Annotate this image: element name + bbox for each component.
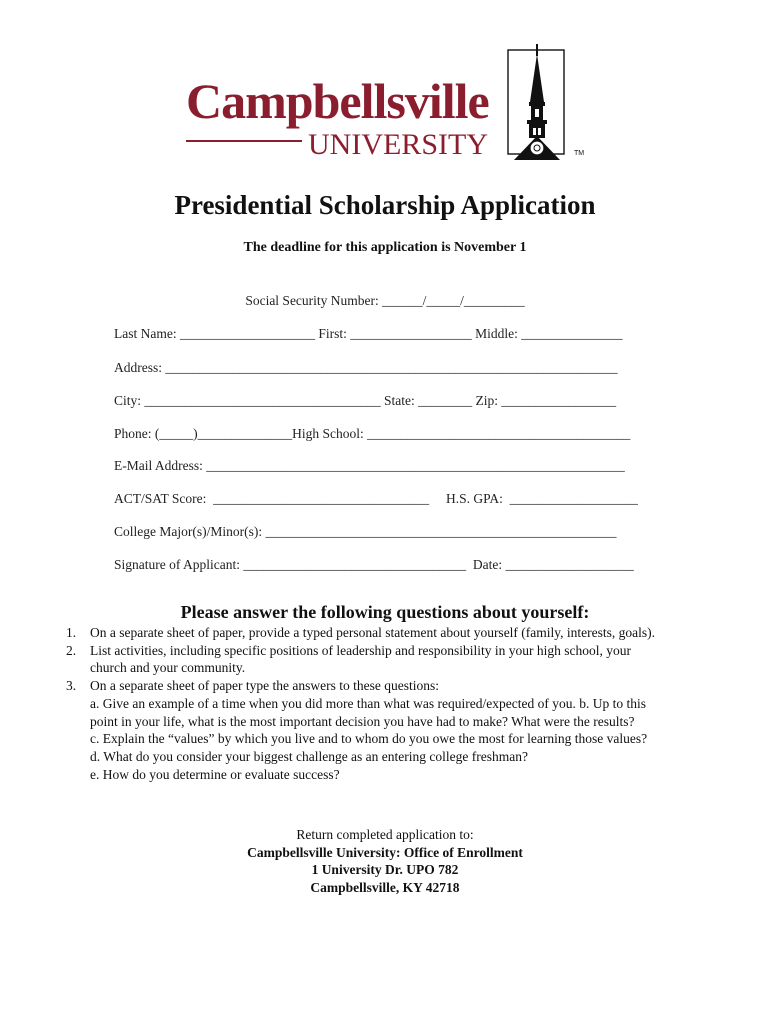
question-line: a. Give an example of a time when you did more than what was required/expected of you. b. Up to this [90,695,646,711]
return-address [0,826,770,896]
city-state-zip-fields[interactable]: City: ___________________________________ State: ________ Zip: _________________ [114,393,617,408]
college-major-field[interactable]: College Major(s)/Minor(s): ____________________________________________________ [114,524,617,539]
questions-list [66,624,746,783]
question-line: c. Explain the “values” by which you live and to whom do you owe the most for learning those values? [90,731,648,747]
page-title: Presidential Scholarship Application [174,190,596,220]
question-line: On a separate sheet of paper, provide a typed personal statement about yourself (family, interests, goals). [90,625,656,640]
question-line: d. What do you consider your biggest challenge as an entering college freshman? [90,748,528,764]
question-item [66,624,746,642]
deadline-notice: The deadline for this application is November 1 [243,240,527,255]
question-line: e. How do you determine or evaluate success? [90,766,340,782]
university-logo [180,40,600,165]
return-street: 1 University Dr. UPO 782 [311,862,459,877]
return-office: Campbellsville University: Office of Enrollment [247,844,523,860]
question-line: church and your community. [90,660,246,676]
question-number: 3. [66,678,77,694]
return-intro: Return completed application to: [296,827,474,842]
logo-university: UNIVERSITY [308,128,488,161]
question-line: On a separate sheet of paper type the answers to these questions: [90,678,440,694]
return-city: Campbellsville, KY 42718 [310,879,460,895]
name-fields[interactable]: Last Name: ____________________ First: __________________ Middle: _______________ [114,326,623,341]
logo-rule [186,140,302,142]
email-field[interactable]: E-Mail Address: ______________________________________________________________ [114,458,625,473]
question-line: List activities, including specific positions of leadership and responsibility in your high school, your [90,642,632,658]
act-sat-gpa-fields[interactable]: ACT/SAT Score: ________________________________ H.S. GPA: ___________________ [114,491,638,506]
question-item [66,677,746,783]
ssn-field[interactable]: Social Security Number: ______/_____/_________ [245,293,525,308]
trademark-mark: TM [574,150,585,157]
questions-heading: Please answer the following questions about yourself: [180,602,590,622]
question-item [66,642,746,677]
logo-wordmark: Campbellsville [186,73,489,129]
phone-highschool-fields[interactable]: Phone: (_____)______________High School: _______________________________________ [114,426,631,441]
steeple-icon [502,44,572,162]
question-line: point in your life, what is the most important decision you have had to make? What were the results? [90,713,635,729]
signature-date-fields[interactable]: Signature of Applicant: _________________________________ Date: ___________________ [114,557,634,572]
address-field[interactable]: Address: ___________________________________________________________________ [114,360,618,375]
question-number: 1. [66,625,77,640]
question-number: 2. [66,642,77,658]
